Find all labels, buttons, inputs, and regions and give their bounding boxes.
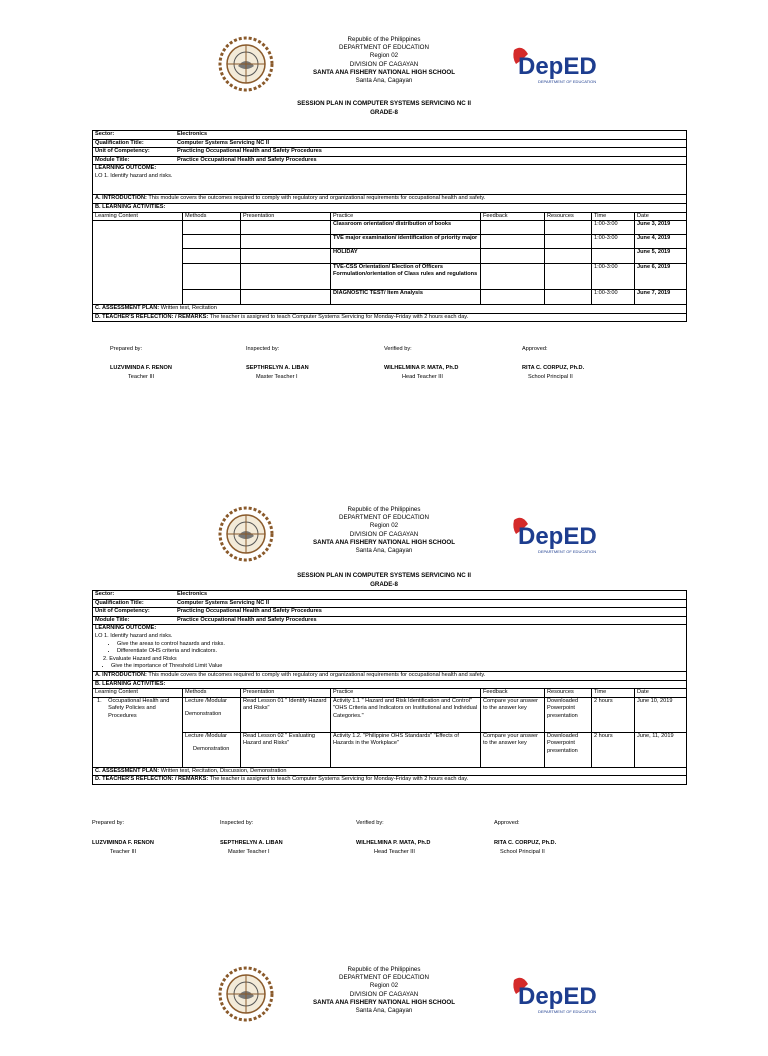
activities-row: B. LEARNING ACTIVITIES:: [93, 203, 687, 212]
approved-name: RITA C. CORPUZ, Ph.D.: [522, 365, 585, 371]
prepared-label: Prepared by:: [110, 346, 143, 352]
verified-label: Verified by:: [384, 346, 412, 352]
header-text: [284, 506, 484, 555]
svg-text:DEPARTMENT OF EDUCATION: DEPARTMENT OF EDUCATION: [538, 549, 597, 554]
intro-row: A. INTRODUCTION: This module covers the outcomes required to comply with regulatory and organizational requirements for occupational health and safety.: [93, 195, 687, 204]
inspected-name: SEPTHRELYN A. LIBAN: [220, 840, 283, 846]
prepared-title: Teacher III: [110, 849, 137, 855]
plan-title-line1: SESSION PLAN IN COMPUTER SYSTEMS SERVICING NC II: [297, 100, 471, 107]
inspected-name: SEPTHRELYN A. LIBAN: [246, 365, 309, 371]
plan-title-grade: GRADE-8: [370, 108, 398, 116]
region-line: Region 02: [369, 522, 399, 530]
inspected-title: Master Teacher I: [256, 374, 298, 380]
list-item: • Give the importance of Threshold Limit Value: [111, 663, 684, 671]
approved-name: RITA C. CORPUZ, Ph.D.: [494, 840, 557, 846]
approved-label: Approved:: [522, 346, 548, 352]
school-seal-icon: [218, 506, 274, 562]
school-town: Santa Ana, Cagayan: [355, 1007, 413, 1015]
republic-line: Republic of the Philippines: [347, 36, 421, 43]
svg-text:DepED: DepED: [518, 983, 597, 1010]
header-text: [284, 966, 484, 1015]
verified-name: WILHELMINA P. MATA, Ph.D: [356, 840, 431, 846]
plan-title: [0, 572, 768, 589]
session-plan-table-1: [92, 130, 687, 322]
school-town: Santa Ana, Cagayan: [355, 77, 413, 85]
table-row: DIAGNOSTIC TEST/ Item Analysis 1:00-3:00 June 7, 2019: [93, 290, 687, 305]
division-line: DIVISION OF CAGAYAN: [349, 530, 419, 538]
prepared-name: LUZVIMINDA F. RENON: [110, 365, 172, 371]
verified-name: WILHELMINA P. MATA, Ph.D: [384, 365, 459, 371]
verified-title: Head Teacher III: [374, 849, 415, 855]
page-header: [0, 966, 768, 1056]
header-text: [284, 36, 484, 85]
school-name: SANTA ANA FISHERY NATIONAL HIGH SCHOOL: [313, 998, 455, 1006]
list-item: • Give the areas to control hazards and risks.: [117, 641, 684, 649]
svg-text:DepED: DepED: [518, 53, 597, 80]
qualification-row: Qualification Title: Computer Systems Servicing NC II: [93, 599, 687, 608]
reflection-row: D. TEACHER'S REFLECTION: / REMARKS: The teacher is assigned to teach Computer Systems Servicing for Monday-Friday with 2 hours each day.: [93, 776, 687, 785]
inspected-title: Master Teacher I: [228, 849, 270, 855]
division-line: DIVISION OF CAGAYAN: [349, 990, 419, 998]
qualification-row: Qualification Title: Computer Systems Servicing NC II: [93, 139, 687, 148]
svg-text:DEPARTMENT OF EDUCATION: DEPARTMENT OF EDUCATION: [538, 79, 597, 84]
session-plan-table-2: [92, 590, 687, 785]
module-row: Module Title: Practice Occupational Health and Safety Procedures: [93, 616, 687, 625]
approved-label: Approved:: [494, 820, 520, 826]
unit-row: Unit of Competency: Practicing Occupational Health and Safety Procedures: [93, 148, 687, 157]
inspected-label: Inspected by:: [246, 346, 280, 352]
sector-row: Sector: Electronics: [93, 131, 687, 140]
page-2: [0, 470, 768, 870]
plan-title-grade: GRADE-8: [370, 580, 398, 588]
approved-title: School Principal II: [528, 374, 573, 380]
deped-logo-icon: [508, 42, 597, 86]
deped-line: DEPARTMENT OF EDUCATION: [339, 974, 429, 982]
list-item: • Differentiate OHS criteria and indicators.: [117, 648, 684, 656]
deped-logo-icon: [508, 512, 597, 556]
page-3: [0, 930, 768, 1024]
republic-line: Republic of the Philippines: [347, 966, 421, 973]
table-row: TVE-CSS Orientation/ Election of Officers Formulation/orientation of Class rules and regulations 1:00-3:00 June 6, 2019: [93, 263, 687, 290]
republic-line: Republic of the Philippines: [347, 506, 421, 513]
table-row: Lecture /Modular Demonstration Read Lesson 02 " Evaluating Hazard and Risks" Activity 1.2. "Philippine OHS Standards" "Effects of Hazards in the Workplace" Compare your answer to the answer key Downloaded Powerpoint presentation 2 hours June, 11, 2019: [93, 732, 687, 767]
table-row: HOLIDAY June 5, 2019: [93, 249, 687, 263]
outcome-row: LEARNING OUTCOME: LO 1. Identify hazard and risks. • Give the areas to control hazards and risks. • Differentiate OHS criteria and indicators. 2. Evaluate Hazard and Risks • Give the importance of Threshold Limit Value: [93, 625, 687, 672]
column-header-row: Learning Content Methods Presentation Practice Feedback Resources Time Date: [93, 689, 687, 698]
table-row: TVE major examination/ identification of priority major 1:00-3:00 June 4, 2019: [93, 235, 687, 249]
verified-title: Head Teacher III: [402, 374, 443, 380]
region-line: Region 02: [369, 982, 399, 990]
deped-logo-icon: [508, 972, 597, 1016]
region-line: Region 02: [369, 52, 399, 60]
svg-text:DEPARTMENT OF EDUCATION: DEPARTMENT OF EDUCATION: [538, 1009, 597, 1014]
intro-row: A. INTRODUCTION: This module covers the outcomes required to comply with regulatory and organizational requirements for occupational health and safety.: [93, 671, 687, 680]
reflection-row: D. TEACHER'S REFLECTION: / REMARKS: The teacher is assigned to teach Computer Systems Servicing for Monday-Friday with 2 hours each day.: [93, 313, 687, 322]
sector-row: Sector: Electronics: [93, 591, 687, 600]
activities-row: B. LEARNING ACTIVITIES:: [93, 680, 687, 689]
assessment-row: C. ASSESSMENT PLAN: Written test, Recitation: [93, 305, 687, 314]
column-header-row: Learning Content Methods Presentation Practice Feedback Resources Time Date: [93, 212, 687, 221]
school-name: SANTA ANA FISHERY NATIONAL HIGH SCHOOL: [313, 68, 455, 76]
module-row: Module Title: Practice Occupational Health and Safety Procedures: [93, 156, 687, 165]
svg-text:DepED: DepED: [518, 523, 597, 550]
outcome-row: LEARNING OUTCOME: LO 1. Identify hazard and risks.: [93, 165, 687, 195]
division-line: DIVISION OF CAGAYAN: [349, 60, 419, 68]
plan-title-line1: SESSION PLAN IN COMPUTER SYSTEMS SERVICING NC II: [297, 572, 471, 579]
unit-row: Unit of Competency: Practicing Occupational Health and Safety Procedures: [93, 608, 687, 617]
school-seal-icon: [218, 966, 274, 1022]
school-town: Santa Ana, Cagayan: [355, 547, 413, 555]
prepared-title: Teacher III: [128, 374, 155, 380]
assessment-row: C. ASSESSMENT PLAN: Written test, Recitation, Discussion, Demonstration: [93, 767, 687, 776]
page-1: [0, 0, 768, 460]
table-row: Classroom orientation/ distribution of books 1:00-3:00 June 3, 2019: [93, 221, 687, 235]
approved-title: School Principal II: [500, 849, 545, 855]
verified-label: Verified by:: [356, 820, 384, 826]
prepared-name: LUZVIMINDA F. RENON: [92, 840, 154, 846]
prepared-label: Prepared by:: [92, 820, 125, 826]
school-seal-icon: [218, 36, 274, 92]
deped-line: DEPARTMENT OF EDUCATION: [339, 514, 429, 522]
school-name: SANTA ANA FISHERY NATIONAL HIGH SCHOOL: [313, 538, 455, 546]
deped-line: DEPARTMENT OF EDUCATION: [339, 44, 429, 52]
table-row: 1. Occupational Health and Safety Policies and Procedures Lecture /Modular Demonstration Read Lesson 01 " Identify Hazard and Risks" Activity 1.1 " Hazard and Risk Identification and Control" "OHS Criteria and Indicators on Institutional and Individual Categories." Compare your answer to the answer key Downloaded Powerpoint presentation 2 hours June 10, 2019: [93, 697, 687, 732]
inspected-label: Inspected by:: [220, 820, 254, 826]
plan-title: [0, 100, 768, 117]
